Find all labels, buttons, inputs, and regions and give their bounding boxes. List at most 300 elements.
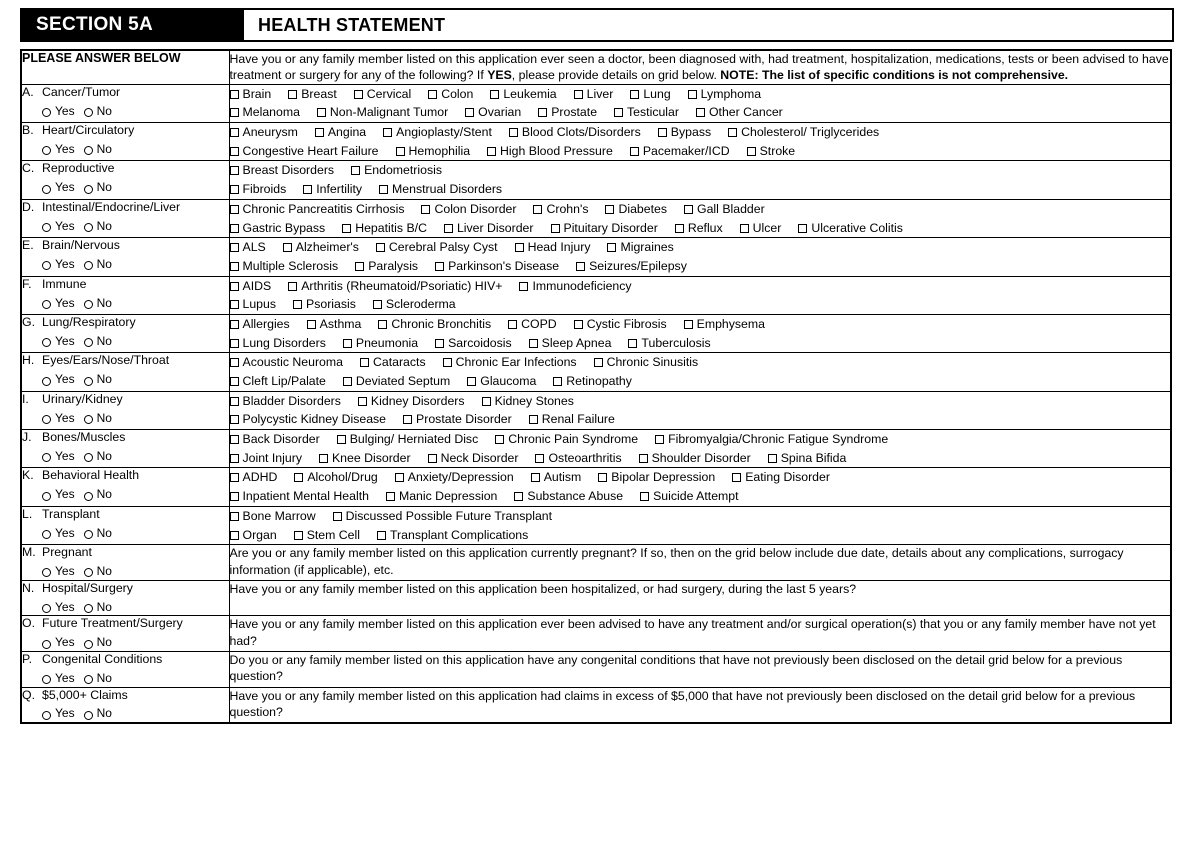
- checkbox-icon[interactable]: [630, 147, 639, 156]
- checkbox-option[interactable]: [343, 372, 450, 391]
- checkbox-icon[interactable]: [553, 377, 562, 386]
- checkbox-icon[interactable]: [378, 320, 387, 329]
- checkbox-option[interactable]: [553, 372, 632, 391]
- checkbox-icon[interactable]: [519, 282, 528, 291]
- checkbox-option[interactable]: [230, 372, 326, 391]
- radio-option-yes[interactable]: [42, 180, 75, 196]
- checkbox-icon[interactable]: [230, 397, 239, 406]
- radio-option-no[interactable]: [84, 142, 112, 158]
- checkbox-option[interactable]: [640, 487, 738, 506]
- checkbox-option[interactable]: [514, 487, 623, 506]
- checkbox-icon[interactable]: [230, 492, 239, 501]
- radio-circle-icon[interactable]: [42, 568, 51, 577]
- yes-no-group: [22, 564, 229, 580]
- checkbox-icon[interactable]: [490, 90, 499, 99]
- checkbox-icon[interactable]: [315, 128, 324, 137]
- checkbox-option[interactable]: [529, 410, 615, 429]
- radio-circle-icon[interactable]: [42, 377, 51, 386]
- radio-option-no[interactable]: [84, 372, 112, 388]
- checkbox-option[interactable]: [576, 257, 687, 276]
- radio-circle-icon[interactable]: [84, 108, 93, 117]
- question-prose-text: Have you or any family member listed on this application ever been advised to have any treatment and/or surgical operation(s) that you or any family member have not yet had?: [229, 617, 1156, 648]
- checkbox-icon[interactable]: [396, 147, 405, 156]
- radio-option-yes[interactable]: [42, 449, 75, 465]
- checkbox-option[interactable]: [342, 219, 427, 238]
- radio-circle-icon[interactable]: [84, 223, 93, 232]
- checkbox-icon[interactable]: [495, 435, 504, 444]
- checkbox-option-label: Scleroderma: [385, 297, 456, 312]
- checkbox-option[interactable]: [230, 353, 343, 372]
- question-category-name: Immune: [42, 276, 87, 291]
- checkbox-option[interactable]: [294, 468, 377, 487]
- checkbox-icon[interactable]: [515, 243, 524, 252]
- checkbox-option[interactable]: [732, 468, 830, 487]
- checkbox-option[interactable]: [230, 334, 326, 353]
- radio-option-no[interactable]: [84, 104, 112, 120]
- checkbox-option[interactable]: [283, 238, 359, 257]
- checkbox-icon[interactable]: [740, 224, 749, 233]
- radio-option-yes[interactable]: [42, 564, 75, 580]
- checkbox-option[interactable]: [230, 200, 405, 219]
- radio-circle-icon[interactable]: [42, 530, 51, 539]
- checkbox-option[interactable]: [728, 123, 879, 142]
- checkbox-icon[interactable]: [639, 454, 648, 463]
- checkbox-option[interactable]: [378, 315, 491, 334]
- checkbox-option[interactable]: [386, 487, 497, 506]
- checkbox-option[interactable]: [607, 238, 673, 257]
- radio-circle-icon[interactable]: [42, 492, 51, 501]
- checkbox-option-label: Cerebral Palsy Cyst: [388, 240, 498, 255]
- checkbox-icon[interactable]: [768, 454, 777, 463]
- radio-circle-icon[interactable]: [42, 415, 51, 424]
- checkbox-icon[interactable]: [230, 262, 239, 271]
- checkbox-icon[interactable]: [428, 90, 437, 99]
- checkbox-icon[interactable]: [342, 224, 351, 233]
- checkbox-icon[interactable]: [230, 185, 239, 194]
- checkbox-option[interactable]: [230, 410, 387, 429]
- checkbox-option[interactable]: [495, 430, 638, 449]
- checkbox-icon[interactable]: [230, 243, 239, 252]
- checkbox-icon[interactable]: [655, 435, 664, 444]
- checkbox-icon[interactable]: [465, 108, 474, 117]
- checkbox-option[interactable]: [465, 103, 521, 122]
- checkbox-option-label: Tuberculosis: [641, 335, 711, 350]
- checkbox-icon[interactable]: [576, 262, 585, 271]
- radio-option-no[interactable]: [84, 296, 112, 312]
- radio-circle-icon[interactable]: [42, 675, 51, 684]
- checkbox-icon[interactable]: [288, 282, 297, 291]
- checkbox-icon[interactable]: [343, 339, 352, 348]
- instruction-row: [21, 50, 1171, 84]
- radio-circle-icon[interactable]: [84, 640, 93, 649]
- checkbox-option[interactable]: [508, 315, 557, 334]
- checkbox-option[interactable]: [230, 468, 278, 487]
- radio-circle-icon[interactable]: [42, 261, 51, 270]
- checkbox-icon[interactable]: [230, 435, 239, 444]
- checkbox-option[interactable]: [658, 123, 711, 142]
- checkbox-icon[interactable]: [386, 492, 395, 501]
- checkbox-icon[interactable]: [435, 339, 444, 348]
- checkbox-option[interactable]: [574, 315, 667, 334]
- checkbox-option[interactable]: [230, 449, 302, 468]
- checkbox-icon[interactable]: [467, 377, 476, 386]
- checkbox-option[interactable]: [435, 334, 512, 353]
- checkbox-icon[interactable]: [435, 262, 444, 271]
- radio-circle-icon[interactable]: [84, 453, 93, 462]
- checkbox-option[interactable]: [630, 142, 730, 161]
- checkbox-option[interactable]: [605, 200, 667, 219]
- radio-option-yes[interactable]: [42, 219, 75, 235]
- checkbox-option[interactable]: [490, 85, 556, 104]
- radio-option-no[interactable]: [84, 411, 112, 427]
- radio-option-yes[interactable]: [42, 671, 75, 687]
- checkbox-icon[interactable]: [684, 320, 693, 329]
- checkbox-icon[interactable]: [230, 128, 239, 137]
- radio-circle-icon[interactable]: [84, 711, 93, 720]
- checkbox-icon[interactable]: [443, 358, 452, 367]
- checkbox-option[interactable]: [230, 507, 316, 526]
- checkbox-option[interactable]: [343, 334, 418, 353]
- checkbox-icon[interactable]: [403, 415, 412, 424]
- checkbox-icon[interactable]: [383, 128, 392, 137]
- radio-option-yes[interactable]: [42, 334, 75, 350]
- checkbox-icon[interactable]: [732, 473, 741, 482]
- checkbox-option[interactable]: [230, 142, 379, 161]
- checkbox-icon[interactable]: [605, 205, 614, 214]
- checkbox-icon[interactable]: [360, 358, 369, 367]
- checkbox-option[interactable]: [403, 410, 512, 429]
- radio-circle-icon[interactable]: [84, 675, 93, 684]
- checkbox-icon[interactable]: [594, 358, 603, 367]
- checkbox-icon[interactable]: [307, 320, 316, 329]
- radio-option-no[interactable]: [84, 564, 112, 580]
- checkbox-icon[interactable]: [747, 147, 756, 156]
- checkbox-icon[interactable]: [607, 243, 616, 252]
- checkbox-option[interactable]: [230, 392, 341, 411]
- checkbox-option-label: Hepatitis B/C: [355, 220, 427, 235]
- checkbox-icon[interactable]: [376, 243, 385, 252]
- checkbox-option[interactable]: [376, 238, 498, 257]
- checkbox-option[interactable]: [435, 257, 559, 276]
- checkbox-icon[interactable]: [508, 320, 517, 329]
- radio-option-no[interactable]: [84, 706, 112, 722]
- checkbox-icon[interactable]: [230, 90, 239, 99]
- checkbox-icon[interactable]: [355, 262, 364, 271]
- checkbox-option[interactable]: [675, 219, 723, 238]
- radio-circle-icon[interactable]: [42, 223, 51, 232]
- checkbox-icon[interactable]: [337, 435, 346, 444]
- checkbox-icon[interactable]: [684, 205, 693, 214]
- checkbox-option[interactable]: [529, 334, 612, 353]
- checkbox-icon[interactable]: [598, 473, 607, 482]
- checkbox-option[interactable]: [519, 277, 631, 296]
- checkbox-option[interactable]: [421, 200, 516, 219]
- radio-option-yes[interactable]: [42, 635, 75, 651]
- checkbox-option[interactable]: [230, 526, 277, 545]
- checkbox-icon[interactable]: [319, 454, 328, 463]
- radio-option-no[interactable]: [84, 449, 112, 465]
- checkbox-icon[interactable]: [343, 377, 352, 386]
- radio-circle-icon[interactable]: [42, 146, 51, 155]
- checkbox-icon[interactable]: [303, 185, 312, 194]
- radio-circle-icon[interactable]: [84, 146, 93, 155]
- radio-option-no[interactable]: [84, 526, 112, 542]
- checkbox-option[interactable]: [639, 449, 751, 468]
- checkbox-option[interactable]: [230, 315, 290, 334]
- checkbox-icon[interactable]: [688, 90, 697, 99]
- checkbox-option[interactable]: [360, 353, 426, 372]
- checkbox-icon[interactable]: [377, 531, 386, 540]
- radio-option-yes[interactable]: [42, 487, 75, 503]
- checkbox-icon[interactable]: [728, 128, 737, 137]
- checkbox-icon[interactable]: [230, 166, 239, 175]
- checkbox-option[interactable]: [230, 487, 369, 506]
- radio-option-yes[interactable]: [42, 296, 75, 312]
- checkbox-option[interactable]: [230, 219, 326, 238]
- checkbox-option[interactable]: [768, 449, 847, 468]
- checkbox-option[interactable]: [630, 85, 670, 104]
- radio-option-no[interactable]: [84, 257, 112, 273]
- radio-circle-icon[interactable]: [84, 300, 93, 309]
- checkbox-icon[interactable]: [696, 108, 705, 117]
- checkbox-icon[interactable]: [358, 397, 367, 406]
- checkbox-option[interactable]: [551, 219, 658, 238]
- radio-option-yes[interactable]: [42, 411, 75, 427]
- radio-circle-icon[interactable]: [42, 453, 51, 462]
- checkbox-icon[interactable]: [509, 128, 518, 137]
- radio-option-no[interactable]: [84, 487, 112, 503]
- checkbox-icon[interactable]: [574, 320, 583, 329]
- checkbox-icon[interactable]: [230, 147, 239, 156]
- radio-circle-icon[interactable]: [42, 711, 51, 720]
- radio-circle-icon[interactable]: [42, 108, 51, 117]
- checkbox-icon[interactable]: [379, 185, 388, 194]
- checkbox-icon[interactable]: [658, 128, 667, 137]
- checkbox-icon[interactable]: [230, 108, 239, 117]
- checkbox-icon[interactable]: [574, 90, 583, 99]
- checkbox-icon[interactable]: [230, 282, 239, 291]
- checkbox-icon[interactable]: [230, 339, 239, 348]
- checkbox-icon[interactable]: [514, 492, 523, 501]
- checkbox-icon[interactable]: [373, 300, 382, 309]
- checkbox-option[interactable]: [230, 277, 272, 296]
- checkbox-icon[interactable]: [230, 300, 239, 309]
- radio-circle-icon[interactable]: [42, 338, 51, 347]
- checkbox-option[interactable]: [354, 85, 411, 104]
- checkbox-option[interactable]: [428, 85, 473, 104]
- checkbox-option[interactable]: [535, 449, 621, 468]
- checkbox-option[interactable]: [428, 449, 519, 468]
- checkbox-option[interactable]: [509, 123, 641, 142]
- checkbox-option[interactable]: [230, 161, 335, 180]
- checkbox-option[interactable]: [307, 315, 362, 334]
- checkbox-icon[interactable]: [538, 108, 547, 117]
- checkbox-option[interactable]: [747, 142, 796, 161]
- checkbox-option[interactable]: [288, 277, 502, 296]
- checkbox-icon[interactable]: [293, 300, 302, 309]
- radio-option-no[interactable]: [84, 635, 112, 651]
- checkbox-option[interactable]: [383, 123, 492, 142]
- checkbox-option[interactable]: [351, 161, 442, 180]
- checkbox-icon[interactable]: [798, 224, 807, 233]
- radio-option-yes[interactable]: [42, 706, 75, 722]
- radio-option-yes[interactable]: [42, 600, 75, 616]
- condition-option-line: [230, 430, 1171, 449]
- checkbox-option[interactable]: [688, 85, 761, 104]
- checkbox-option-label: Liver Disorder: [456, 220, 534, 235]
- checkbox-option[interactable]: [531, 468, 582, 487]
- checkbox-option[interactable]: [487, 142, 613, 161]
- radio-option-no[interactable]: [84, 600, 112, 616]
- question-letter: J.: [22, 430, 32, 445]
- checkbox-icon[interactable]: [294, 473, 303, 482]
- checkbox-option[interactable]: [319, 449, 411, 468]
- checkbox-option[interactable]: [740, 219, 782, 238]
- checkbox-icon[interactable]: [531, 473, 540, 482]
- radio-circle-icon[interactable]: [84, 377, 93, 386]
- checkbox-icon[interactable]: [630, 90, 639, 99]
- checkbox-option[interactable]: [230, 180, 287, 199]
- checkbox-option[interactable]: [288, 85, 337, 104]
- checkbox-icon[interactable]: [487, 147, 496, 156]
- checkbox-icon[interactable]: [533, 205, 542, 214]
- checkbox-icon[interactable]: [230, 224, 239, 233]
- checkbox-icon[interactable]: [351, 166, 360, 175]
- radio-circle-icon[interactable]: [42, 300, 51, 309]
- checkbox-option[interactable]: [533, 200, 588, 219]
- radio-option-no[interactable]: [84, 180, 112, 196]
- checkbox-icon[interactable]: [230, 415, 239, 424]
- checkbox-option-label: Organ: [242, 527, 277, 542]
- checkbox-icon[interactable]: [230, 320, 239, 329]
- checkbox-option[interactable]: [355, 257, 418, 276]
- checkbox-option[interactable]: [396, 142, 471, 161]
- checkbox-option[interactable]: [303, 180, 362, 199]
- checkbox-option[interactable]: [373, 295, 456, 314]
- radio-circle-icon[interactable]: [84, 338, 93, 347]
- checkbox-option[interactable]: [317, 103, 448, 122]
- radio-circle-icon[interactable]: [84, 604, 93, 613]
- radio-circle-icon[interactable]: [84, 185, 93, 194]
- checkbox-icon[interactable]: [482, 397, 491, 406]
- checkbox-icon[interactable]: [614, 108, 623, 117]
- checkbox-icon[interactable]: [421, 205, 430, 214]
- checkbox-option[interactable]: [444, 219, 534, 238]
- radio-circle-icon[interactable]: [42, 640, 51, 649]
- checkbox-option[interactable]: [230, 85, 272, 104]
- checkbox-option[interactable]: [655, 430, 888, 449]
- checkbox-option[interactable]: [395, 468, 514, 487]
- checkbox-icon[interactable]: [444, 224, 453, 233]
- checkbox-icon[interactable]: [333, 512, 342, 521]
- radio-circle-icon[interactable]: [84, 415, 93, 424]
- checkbox-option[interactable]: [377, 526, 528, 545]
- radio-option-label: No: [96, 257, 112, 272]
- checkbox-option[interactable]: [684, 200, 765, 219]
- checkbox-icon[interactable]: [294, 531, 303, 540]
- checkbox-option[interactable]: [333, 507, 552, 526]
- checkbox-option[interactable]: [515, 238, 591, 257]
- checkbox-option[interactable]: [293, 295, 356, 314]
- radio-circle-icon[interactable]: [84, 261, 93, 270]
- checkbox-option[interactable]: [467, 372, 536, 391]
- checkbox-icon[interactable]: [230, 358, 239, 367]
- checkbox-option[interactable]: [538, 103, 597, 122]
- radio-option-no[interactable]: [84, 334, 112, 350]
- checkbox-option[interactable]: [628, 334, 710, 353]
- radio-option-no[interactable]: [84, 219, 112, 235]
- checkbox-icon[interactable]: [529, 415, 538, 424]
- checkbox-icon[interactable]: [395, 473, 404, 482]
- question-row: [21, 238, 1171, 276]
- checkbox-option[interactable]: [337, 430, 479, 449]
- radio-circle-icon[interactable]: [84, 568, 93, 577]
- checkbox-option[interactable]: [294, 526, 360, 545]
- radio-option-yes[interactable]: [42, 372, 75, 388]
- radio-option-yes[interactable]: [42, 526, 75, 542]
- checkbox-icon[interactable]: [230, 454, 239, 463]
- checkbox-icon[interactable]: [230, 531, 239, 540]
- checkbox-icon[interactable]: [628, 339, 637, 348]
- checkbox-option-label: Diabetes: [618, 201, 668, 216]
- radio-option-yes[interactable]: [42, 257, 75, 273]
- radio-circle-icon[interactable]: [84, 492, 93, 501]
- checkbox-icon[interactable]: [283, 243, 292, 252]
- radio-option-yes[interactable]: [42, 142, 75, 158]
- checkbox-option[interactable]: [230, 295, 277, 314]
- checkbox-option[interactable]: [594, 353, 699, 372]
- radio-circle-icon[interactable]: [42, 604, 51, 613]
- checkbox-option[interactable]: [614, 103, 679, 122]
- radio-circle-icon[interactable]: [42, 185, 51, 194]
- checkbox-option[interactable]: [230, 238, 266, 257]
- radio-option-yes[interactable]: [42, 104, 75, 120]
- checkbox-icon[interactable]: [428, 454, 437, 463]
- checkbox-option[interactable]: [230, 103, 300, 122]
- checkbox-option[interactable]: [482, 392, 574, 411]
- checkbox-option[interactable]: [358, 392, 465, 411]
- checkbox-icon[interactable]: [230, 512, 239, 521]
- checkbox-icon[interactable]: [640, 492, 649, 501]
- checkbox-option[interactable]: [230, 430, 320, 449]
- checkbox-icon[interactable]: [354, 90, 363, 99]
- checkbox-icon[interactable]: [529, 339, 538, 348]
- checkbox-icon[interactable]: [288, 90, 297, 99]
- checkbox-option[interactable]: [574, 85, 614, 104]
- checkbox-option[interactable]: [230, 123, 298, 142]
- checkbox-icon[interactable]: [230, 205, 239, 214]
- checkbox-icon[interactable]: [551, 224, 560, 233]
- checkbox-icon[interactable]: [675, 224, 684, 233]
- checkbox-option[interactable]: [684, 315, 765, 334]
- radio-option-no[interactable]: [84, 671, 112, 687]
- checkbox-option[interactable]: [379, 180, 502, 199]
- checkbox-option[interactable]: [443, 353, 577, 372]
- checkbox-icon[interactable]: [230, 473, 239, 482]
- radio-circle-icon[interactable]: [84, 530, 93, 539]
- checkbox-icon[interactable]: [535, 454, 544, 463]
- condition-option-line: [230, 257, 1171, 276]
- checkbox-option-label: Asthma: [319, 316, 362, 331]
- checkbox-option[interactable]: [798, 219, 903, 238]
- checkbox-icon[interactable]: [230, 377, 239, 386]
- question-row: [21, 84, 1171, 122]
- checkbox-option[interactable]: [696, 103, 783, 122]
- checkbox-option[interactable]: [230, 257, 339, 276]
- checkbox-icon[interactable]: [317, 108, 326, 117]
- checkbox-option[interactable]: [598, 468, 715, 487]
- checkbox-option[interactable]: [315, 123, 366, 142]
